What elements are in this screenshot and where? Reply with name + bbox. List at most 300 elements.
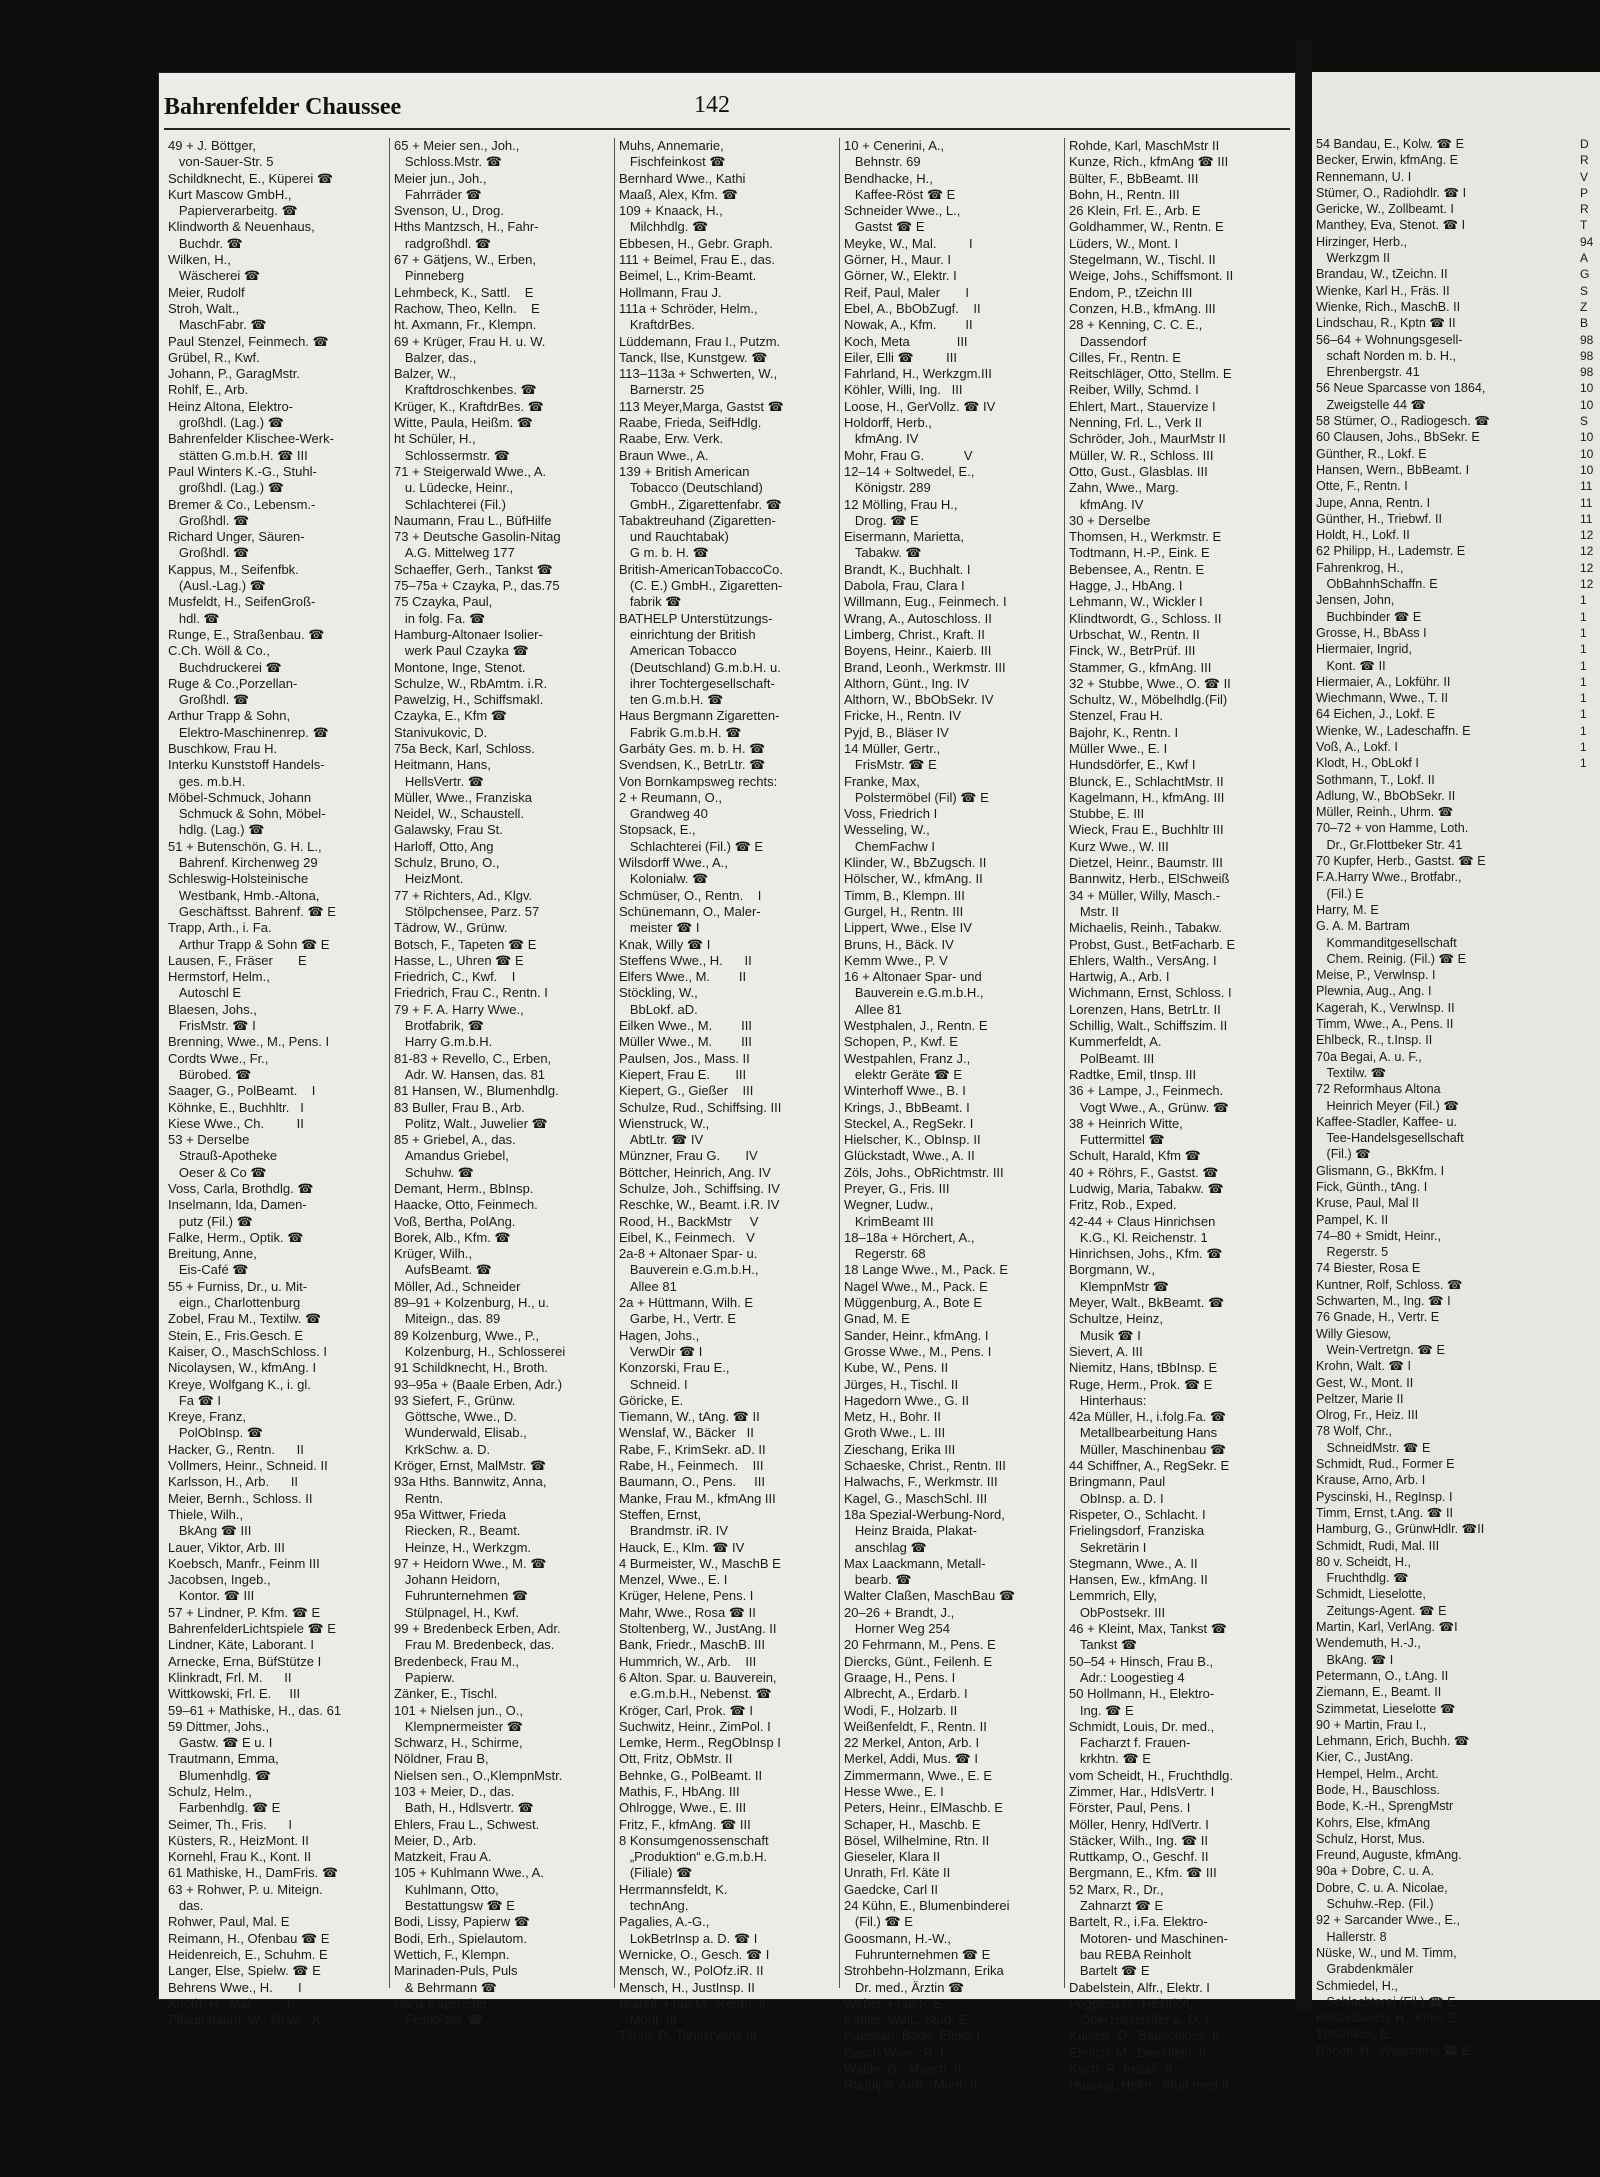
directory-entry: Kähler, Walt., Stud. E	[844, 2012, 968, 2028]
directory-entry: Herrmannsfeldt, K.	[619, 1881, 728, 1897]
directory-entry: Tabaktreuhand (Zigaretten-	[619, 512, 776, 528]
directory-entry: Zänker, E., Tischl.	[394, 1686, 498, 1702]
directory-entry: Muhs, Annemarie,	[619, 138, 724, 153]
directory-entry: Otte, F., Rentn. I	[1316, 479, 1408, 494]
directory-entry: 10	[1580, 430, 1594, 445]
directory-entry: 103 + Meier, D., das.	[394, 1783, 515, 1799]
directory-entry: Szimmetat, Lieselotte ☎	[1316, 1701, 1456, 1716]
directory-entry: Kube, W., Pens. II	[844, 1360, 949, 1376]
directory-entry: 1	[1580, 625, 1587, 640]
directory-entry: Althorn, W., BbObSekr. IV	[844, 692, 994, 708]
directory-entry: Bahrenfelder Klischee-Werk-	[168, 431, 334, 447]
directory-entry: Bodi, Lissy, Papierw ☎	[394, 1914, 530, 1930]
directory-entry: 83 Buller, Frau B., Arb.	[394, 1099, 525, 1115]
directory-entry: KlempnMstr ☎	[1069, 1278, 1169, 1294]
directory-entry: 56 Neue Sparcasse von 1864,	[1316, 381, 1486, 396]
directory-entry: Freund, Auguste, kfmAng.	[1316, 1848, 1462, 1863]
directory-entry: 111a + Schröder, Helm.,	[619, 300, 758, 316]
directory-entry: 75a Beck, Karl, Schloss.	[394, 740, 535, 756]
directory-entry: HellsVertr. ☎	[394, 773, 484, 789]
directory-entry: Buchdr. ☎	[168, 235, 243, 251]
directory-entry: 52 Marx, R., Dr.,	[1069, 1881, 1164, 1897]
directory-entry: Fa ☎ I	[168, 1392, 222, 1408]
directory-entry: Wienke, Rich., MaschB. II	[1316, 299, 1461, 314]
directory-entry: LokBetrInsp a. D. ☎ I	[619, 1930, 758, 1946]
facing-page	[1312, 72, 1600, 2058]
directory-entry: T	[1580, 218, 1588, 233]
directory-entry: S	[1580, 283, 1589, 298]
directory-entry: Stubbe, E. III	[1069, 806, 1145, 822]
directory-entry: 2 + Reumann, O.,	[619, 789, 722, 805]
directory-entry: Dassendorf	[1069, 333, 1147, 349]
directory-entry: Weige, Johs., Schiffsmont. II	[1069, 268, 1234, 284]
directory-entry: Walter Claßen, MaschBau ☎	[844, 1588, 1016, 1604]
directory-entry: Menzel, Wwe., E. I	[619, 1572, 728, 1588]
directory-entry: Bannwitz, Herb., ElSchweiß	[1069, 871, 1230, 887]
directory-entry: Raabe, Frieda, SeifHdlg.	[619, 415, 762, 431]
directory-entry: Matzkeit, Frau A.	[394, 1849, 492, 1865]
directory-entry: Meyer, Walt., BkBeamt. ☎	[1069, 1295, 1225, 1311]
directory-entry: bearb. ☎	[844, 1572, 912, 1588]
directory-entry: 89 Kolzenburg, Wwe., P.,	[394, 1327, 540, 1343]
directory-entry: Jensen, John,	[1316, 593, 1395, 608]
directory-entry: Radtke, Emil, tInsp. III	[1069, 1066, 1197, 1082]
directory-entry: 89–91 + Kolzenburg, H., u.	[394, 1295, 550, 1311]
directory-entry: 38 + Heinrich Witte,	[1069, 1115, 1183, 1131]
directory-entry: kfmAng. IV	[844, 431, 919, 447]
directory-entry: 24 Kühn, E., Blumenbinderei	[844, 1898, 1010, 1914]
directory-entry: Loose, H., GerVollz. ☎ IV	[844, 398, 996, 414]
directory-entry: Raabe, Erw. Verk.	[619, 431, 724, 447]
directory-entry: eign., Charlottenburg	[168, 1295, 301, 1311]
directory-entry: Kont. ☎ II	[1316, 658, 1386, 673]
directory-entry: Runge, E., Straßenbau. ☎	[168, 626, 325, 642]
directory-entry: 18a Spezial-Werbung-Nord,	[844, 1506, 1005, 1522]
directory-entry: 54 Bandau, E., Kolw. ☎ E	[1316, 137, 1465, 151]
directory-entry: 12	[1580, 544, 1594, 559]
directory-entry: Ott, Fritz, ObMstr. II	[619, 1751, 733, 1767]
directory-entry: Fricke, H., Rentn. IV	[844, 708, 962, 724]
directory-entry: Paulsen, Jos., Mass. II	[619, 1050, 750, 1066]
directory-entry: Bruns, H., Bäck. IV	[844, 936, 954, 952]
directory-entry: 49 + J. Böttger,	[168, 138, 256, 153]
directory-entry: 11	[1580, 479, 1593, 494]
directory-entry: 80 v. Scheidt, H.,	[1316, 1554, 1411, 1569]
directory-entry: Schwarten, M., Ing. ☎ I	[1316, 1294, 1451, 1309]
directory-entry: Stenzel, Frau H.	[1069, 708, 1163, 724]
directory-entry: Rabe, F., KrimSekr. aD. II	[619, 1441, 766, 1457]
directory-entry: HeizMont.	[394, 871, 464, 887]
directory-entry: Hasse, L., Uhren ☎ E	[394, 952, 524, 968]
directory-entry: Eibel, K., Feinmech. V	[619, 1229, 755, 1245]
directory-entry: Petermann, O., t.Ang. II	[1316, 1668, 1449, 1683]
directory-entry: Meier, D., Arb.	[394, 1832, 477, 1848]
directory-entry: Amandus Griebel,	[394, 1148, 509, 1164]
directory-entry: Schmidt, Rudi, Mal. III	[1316, 1538, 1440, 1553]
directory-entry: BkAng ☎ III	[168, 1523, 252, 1539]
directory-entry: 98	[1580, 348, 1594, 363]
directory-entry: Göricke, E.	[619, 1392, 684, 1408]
directory-entry: technAng.	[619, 1898, 689, 1914]
directory-entry: Kagerah, K., Verwlnsp. II	[1316, 1000, 1455, 1015]
directory-entry: Fahrland, H., Werkzgm.III	[844, 366, 992, 382]
directory-entry: 75–75a + Czayka, P., das.75	[394, 578, 560, 594]
directory-entry: Fuhrunternehmen ☎	[394, 1588, 528, 1604]
directory-entry: „Produktion“ e.G.m.b.H.	[619, 1849, 768, 1865]
directory-entry: Lemke, Herm., RegObInsp I	[619, 1735, 781, 1751]
directory-entry: SchneidMstr. ☎ E	[1316, 1440, 1431, 1455]
directory-entry: Wittkowski, Frl. E. III	[168, 1686, 301, 1702]
directory-entry: Meier, Rudolf	[168, 284, 245, 300]
directory-entry: Behrens Wwe., H. I	[168, 1979, 302, 1995]
directory-entry: Kraftdroschkenbes. ☎	[394, 382, 537, 398]
directory-entry: Ziemann, E., Beamt. II	[1316, 1685, 1442, 1700]
directory-entry: Bajohr, K., Rentn. I	[1069, 724, 1179, 740]
directory-entry: Tädrow, W., Grünw.	[394, 920, 508, 936]
directory-entry: und Rauchtabak)	[619, 529, 729, 545]
directory-entry: Brandau, W., tZeichn. II	[1316, 267, 1448, 282]
directory-entry: Krings, J., BbBeamt. I	[844, 1099, 970, 1115]
directory-entry: Pinneberg	[394, 268, 465, 284]
directory-entry: 81 Hansen, W., Blumenhdlg.	[394, 1083, 559, 1099]
directory-entry: 11	[1580, 495, 1593, 510]
directory-entry: BATHELP Unterstützungs-	[619, 610, 773, 626]
directory-entry: Gnad, M. E	[844, 1311, 910, 1327]
directory-entry: 57 + Lindner, P. Kfm. ☎ E	[168, 1604, 321, 1620]
directory-entry: Becker, Erwin, kfmAng. E	[1316, 153, 1459, 168]
directory-entry: Mathis, F., HbAng. III	[619, 1783, 740, 1799]
directory-entry: Arnecke, Erna, BüfStütze I	[168, 1653, 322, 1669]
directory-entry: Koch, P., Install. II	[1069, 2061, 1173, 2077]
directory-entry: Schmidt, Rud., Former E	[1316, 1457, 1455, 1472]
directory-entry: Boyens, Heinr., Kaierb. III	[844, 643, 992, 659]
directory-entry: Bartelt, R., i.Fa. Elektro-	[1069, 1914, 1208, 1930]
directory-entry: Cilles, Fr., Rentn. E	[1069, 349, 1181, 365]
directory-entry: 4 Burmeister, W., MaschB E	[619, 1555, 781, 1571]
directory-entry: Ehlers, Frau L., Schwest.	[394, 1816, 540, 1832]
directory-entry: Horner Weg 254	[844, 1621, 950, 1637]
directory-entry: Eiler, Elli ☎ III	[844, 349, 957, 365]
directory-entry: 53 + Derselbe	[168, 1132, 250, 1148]
directory-entry: Voss, Carla, Brothdlg. ☎	[168, 1181, 314, 1196]
directory-entry: Ebel, A., BbObZugf. II	[844, 300, 981, 316]
directory-entry: Pagalies, A.-G.,	[619, 1914, 710, 1930]
directory-entry: Timm, B., Klempn. III	[844, 887, 965, 903]
directory-entry: Weber, Frau F. E	[844, 1995, 942, 2011]
directory-entry: 10 + Cenerini, A.,	[844, 138, 945, 153]
directory-entry: Weißenfeldt, F., Rentn. II	[844, 1718, 987, 1734]
directory-entry: Schultze, Heinz,	[1069, 1311, 1163, 1327]
directory-entry: 56–64 + Wohnungsgesell-	[1316, 332, 1463, 347]
directory-entry: Möbel-Schmuck, Johann	[168, 789, 312, 805]
directory-entry: Schloss.Mstr. ☎	[394, 154, 502, 170]
directory-entry: 71 + Steigerwald Wwe., A.	[394, 463, 547, 479]
directory-entry: Bremer & Co., Lebensm.-	[168, 496, 316, 512]
directory-entry: FrisMstr. ☎ E	[844, 757, 937, 773]
directory-entry: 12 Mölling, Frau H.,	[844, 496, 958, 512]
directory-entry: Kuhlmann, Otto,	[394, 1881, 499, 1897]
directory-entry: Olrog, Fr., Heiz. III	[1316, 1408, 1419, 1423]
directory-entry: Wettich, F., Klempn.	[394, 1946, 510, 1962]
directory-entry: bau REBA Reinholt	[1069, 1946, 1192, 1962]
directory-entry: 74–80 + Smidt, Heinr.,	[1316, 1228, 1441, 1243]
directory-entry: Finck, W., BetrPrüf. III	[1069, 643, 1196, 659]
directory-entry: Ehlbeck, R., t.Insp. II	[1316, 1033, 1433, 1048]
directory-entry: KrimBeamt III	[844, 1213, 934, 1229]
directory-entry: Schneid. I	[619, 1376, 688, 1392]
directory-entry: 95a Wittwer, Frieda	[394, 1506, 506, 1522]
directory-entry: A	[1580, 251, 1589, 266]
directory-entry: Paul Stenzel, Feinmech. ☎	[168, 333, 329, 349]
directory-entry: BahrenfelderLichtspiele ☎ E	[168, 1621, 336, 1637]
directory-entry: das.	[168, 1898, 204, 1914]
directory-entry: Hiermaier, A., Lokführ. II	[1316, 674, 1451, 689]
directory-entry: Arthur Trapp & Sohn,	[168, 708, 291, 724]
directory-entry: Kolzenburg, H., Schlosserei	[394, 1343, 566, 1359]
directory-entry: Mont. III	[619, 2012, 677, 2028]
directory-entry: Dobre, C. u. A. Nicolae,	[1316, 1880, 1448, 1895]
directory-entry: 73 + Deutsche Gasolin-Nitag	[394, 529, 561, 545]
directory-entry: 62 Philipp, H., Lademstr. E	[1316, 544, 1466, 559]
directory-entry: Stülpnagel, H., Kwf.	[394, 1604, 520, 1620]
directory-entry: 92 + Sarcander Wwe., E.,	[1316, 1913, 1460, 1928]
directory-entry: 16 + Altonaer Spar- und	[844, 969, 982, 985]
directory-entry: Schmüser, O., Rentn. I	[619, 887, 762, 903]
directory-entry: Peltzer, Marie II	[1316, 1391, 1404, 1406]
directory-entry: Tee-Handelsgesellschaft	[1316, 1131, 1464, 1146]
directory-entry: Kuntner, Rolf, Schloss. ☎	[1316, 1277, 1463, 1292]
directory-entry: stätten G.m.b.H. ☎ III	[168, 447, 308, 463]
directory-entry: Hartwig, A., Arb. I	[1069, 969, 1170, 985]
directory-entry: Milchhdlg. ☎	[619, 219, 709, 235]
directory-entry: Kreye, Franz,	[168, 1409, 247, 1425]
directory-entry: 1	[1580, 739, 1587, 754]
directory-entry: Czayka, E., Kfm ☎	[394, 708, 507, 724]
directory-entry: Westphalen, J., Rentn. E	[844, 1018, 988, 1034]
directory-entry: Zahnarzt ☎ E	[1069, 1898, 1164, 1914]
directory-entry: Ehlers, Walth., VersAng. I	[1069, 952, 1217, 968]
directory-entry: 50–54 + Hinsch, Frau B.,	[1069, 1653, 1214, 1669]
directory-entry: Papierw.	[394, 1669, 455, 1685]
directory-entry: Kiese Wwe., Ch. II	[168, 1115, 304, 1131]
directory-entry: Kornehl, Frau K., Kont. II	[168, 1849, 312, 1865]
directory-entry: Heinz Altona, Elektro-	[168, 398, 294, 414]
directory-entry: Franke, Max,	[844, 773, 920, 789]
directory-entry: 77 + Richters, Ad., Klgv.	[394, 887, 533, 903]
directory-entry: Brandt, K., Buchhalt. I	[844, 561, 971, 577]
directory-entry: 30 + Derselbe	[1069, 512, 1151, 528]
directory-entry: Hempel, Helm., Archt.	[1316, 1766, 1439, 1781]
directory-entry: Schaeffer, Gerh., Tankst ☎	[394, 561, 553, 577]
directory-entry: Görner, H., Maur. I	[844, 252, 951, 268]
directory-entry: Pyjd, B., Bläser IV	[844, 724, 949, 740]
directory-entry: Hollmann, Frau J.	[619, 284, 722, 300]
directory-entry: Kummerfeldt, A.	[1069, 1034, 1162, 1050]
directory-entry: Pampel, K. II	[1316, 1212, 1389, 1227]
directory-entry: Schlachterei (Fil.) ☎ E	[1316, 1994, 1456, 2009]
facing-page-edge-column	[1580, 136, 1596, 772]
directory-entry: Schwarz, H., Schirme,	[394, 1735, 523, 1751]
directory-entry: Möller, Ad., Schneider	[394, 1278, 521, 1294]
directory-entry: Ehlert, Mart., Stauervize I	[1069, 398, 1216, 414]
directory-entry: Knoth, H., Mal. I	[168, 1995, 291, 2011]
directory-entry: Hamburg-Altonaer Isolier-	[394, 626, 543, 642]
directory-entry: Tabakw. ☎	[844, 545, 922, 561]
directory-entry: Heinrich Meyer (Fil.) ☎	[1316, 1098, 1460, 1113]
directory-entry: Drog. ☎ E	[844, 512, 919, 528]
directory-entry: Trautmann, Emma,	[168, 1751, 279, 1767]
directory-entry: Buchdruckerei ☎	[168, 659, 282, 675]
directory-entry: B	[1580, 316, 1589, 331]
directory-entry: 51 + Butenschön, G. H. L.,	[168, 838, 322, 854]
directory-entry: Schulze, Rud., Schiffsing. III	[619, 1099, 782, 1115]
directory-entry: Harloff, Otto, Ang	[394, 838, 494, 854]
directory-entry: Blaesen, Johs.,	[168, 1001, 257, 1017]
directory-entry: Gericke, W., Zollbeamt. I	[1316, 202, 1454, 217]
directory-entry: Lüders, W., Mont. I	[1069, 235, 1179, 251]
directory-entry: 1	[1580, 707, 1587, 722]
directory-entry: Baumann, O., Pens. III	[619, 1474, 765, 1490]
directory-entry: 12	[1580, 560, 1594, 575]
directory-entry: (Fil.) E	[1316, 886, 1364, 901]
directory-entry: 75 Czayka, Paul,	[394, 594, 493, 610]
directory-entry: Krohn, Walt. ☎ I	[1316, 1359, 1412, 1374]
directory-entry: 50 Hollmann, H., Elektro-	[1069, 1686, 1215, 1702]
directory-entry: Todtmann, H.-P., Eink. E	[1069, 545, 1210, 561]
directory-entry: Hiermaier, Ingrid,	[1316, 642, 1412, 657]
directory-entry: Sander, Heinr., kfmAng. I	[844, 1327, 989, 1343]
directory-entry: Nüske, W., und M. Timm,	[1316, 1945, 1457, 1960]
directory-entry: Klinder, W., BbZugsch. II	[844, 855, 987, 871]
directory-entry: 34 + Müller, Willy, Masch.-	[1069, 887, 1221, 903]
directory-entry: Chem. Reinig. (Fil.) ☎ E	[1316, 951, 1467, 966]
directory-entry: Zieschang, Erika III	[844, 1441, 956, 1457]
directory-entry: 22 Merkel, Anton, Arb. I	[844, 1735, 980, 1751]
directory-entry: Bestattungsw ☎ E	[394, 1898, 515, 1914]
directory-entry: Krüger, K., KraftdrBes. ☎	[394, 398, 544, 414]
directory-entry: Inselmann, Ida, Damen-	[168, 1197, 307, 1213]
directory-entry: Bringmann, Paul	[1069, 1474, 1166, 1490]
directory-entry: Svenson, U., Drog.	[394, 203, 504, 219]
directory-entry: Müller Wwe., M. III	[619, 1034, 752, 1050]
directory-entry: 93–95a + (Baale Erben, Adr.)	[394, 1376, 563, 1392]
directory-entry: Borek, Alb., Kfm. ☎	[394, 1229, 511, 1245]
directory-entry: Kröger, Ernst, MalMstr. ☎	[394, 1458, 547, 1474]
directory-entry: 1	[1580, 593, 1587, 608]
directory-entry: Paul Winters K.-G., Stuhl-	[168, 463, 317, 479]
directory-entry: KrkSchw. a. D.	[394, 1441, 491, 1457]
directory-entry: Hinterhaus:	[1069, 1392, 1147, 1408]
directory-entry: Behnke, G., PolBeamt. II	[619, 1767, 763, 1783]
directory-entry: 1	[1580, 723, 1587, 738]
directory-entry: Kaiser, O., MaschSchloss. I	[168, 1343, 327, 1359]
directory-entry: Grosse, H., BbAss I	[1316, 625, 1427, 640]
directory-entry: Rentn.	[394, 1490, 444, 1506]
directory-entry: 55 + Furniss, Dr., u. Mit-	[168, 1278, 308, 1294]
directory-entry: Diercks, Günt., Feilenh. E	[844, 1653, 993, 1669]
directory-entry: Schult, Harald, Kfm ☎	[1069, 1148, 1201, 1164]
directory-entry: 90a + Dobre, C. u. A.	[1316, 1864, 1434, 1879]
directory-entry: 58 Stümer, O., Radiogesch. ☎	[1316, 414, 1490, 429]
directory-entry: 59 Dittmer, Johs.,	[168, 1718, 270, 1734]
directory-entry: Goldhammer, W., Rentn. E	[1069, 219, 1224, 235]
columns-container	[164, 138, 1290, 2093]
directory-entry: F.A.Harry Wwe., Brotfabr.,	[1316, 870, 1462, 885]
directory-entry: Peters, Heinr., ElMaschb. E	[844, 1800, 1003, 1816]
directory-entry: Hundsdörfer, E., Kwf I	[1069, 757, 1196, 773]
directory-entry: Conzen, H.B., kfmAng. III	[1069, 300, 1216, 316]
directory-entry: ht Schüler, H.,	[394, 431, 476, 447]
directory-entry: Nagel Wwe., M., Pack. E	[844, 1278, 988, 1294]
directory-entry: Zweigstelle 44 ☎	[1316, 397, 1427, 412]
directory-entry: Albrecht, A., Erdarb. I	[844, 1686, 968, 1702]
directory-entry: Voß, A., Lokf. I	[1316, 739, 1398, 754]
directory-entry: 28 + Kenning, C. C. E.,	[1069, 317, 1203, 333]
directory-entry: Steffen, Ernst,	[619, 1506, 702, 1522]
directory-entry: Klindtwordt, G., Schloss. II	[1069, 610, 1222, 626]
directory-entry: Behnstr. 69	[844, 154, 921, 170]
directory-entry: Rohde, Karl, MaschMstr II	[1069, 138, 1220, 153]
directory-entry: Müller, Reinh., Uhrm. ☎	[1316, 805, 1454, 820]
directory-entry: 70 Kupfer, Herb., Gastst. ☎ E	[1316, 854, 1486, 869]
facing-page-column	[1316, 136, 1578, 2059]
directory-entry: Fahrräder ☎	[394, 186, 482, 202]
directory-entry: hdl. ☎	[168, 610, 220, 626]
directory-entry: Lippert, Wwe., Else IV	[844, 920, 972, 936]
directory-entry: 11	[1580, 511, 1593, 526]
column-3	[614, 138, 839, 2044]
directory-entry: VerwDir ☎ I	[619, 1343, 703, 1359]
directory-entry: Timm, P., TankstVerw III	[619, 2028, 757, 2044]
directory-entry: Stölpchensee, Parz. 57	[394, 903, 540, 919]
directory-entry: Jürges, H., Tischl. II	[844, 1376, 959, 1392]
directory-entry: Balzer, das.,	[394, 349, 477, 365]
directory-entry: Lauer, Viktor, Arb. III	[168, 1539, 285, 1555]
directory-entry: FrisMstr. ☎ I	[168, 1018, 256, 1034]
directory-entry: Lemmrich, Elly,	[1069, 1588, 1157, 1604]
directory-entry: 113 Meyer,Marga, Gastst ☎	[619, 398, 784, 414]
directory-entry: Krüger, Wilh.,	[394, 1246, 473, 1262]
directory-entry: A.G. Mittelweg 177	[394, 545, 515, 561]
directory-entry: Garbe, H., Vertr. E	[619, 1311, 737, 1327]
directory-entry: Haacke, Otto, Feinmech.	[394, 1197, 538, 1213]
directory-entry: Johann Heidorn,	[394, 1572, 501, 1588]
directory-entry: Wäscherei ☎	[168, 268, 261, 284]
directory-entry: Rohlf, E., Arb.	[168, 382, 249, 398]
directory-entry: Max Laackmann, Metall-	[844, 1555, 986, 1571]
directory-entry: 12–14 + Soltwedel, E.,	[844, 463, 975, 479]
directory-entry: Westbank, Hmb.-Altona,	[168, 887, 320, 903]
directory-entry: Bank, Friedr., MaschB. III	[619, 1637, 765, 1653]
directory-entry: Schultz, W., Möbelhdlg.(Fil)	[1069, 692, 1228, 708]
directory-entry: Reiber, Willy, Schmd. I	[1069, 382, 1199, 398]
directory-entry: 14 Müller, Gertr.,	[844, 740, 941, 756]
directory-entry: Görner, W., Elektr. I	[844, 268, 957, 284]
directory-entry: Kreye, Wolfgang K., i. gl.	[168, 1376, 311, 1392]
directory-entry: Reitschläger, Otto, Stellm. E	[1069, 366, 1232, 382]
directory-entry: Michaelis, Reinh., Tabakw.	[1069, 920, 1222, 936]
directory-entry: Wienke, Karl H., Fräs. II	[1316, 283, 1450, 298]
directory-entry: ihrer Tochtergesellschaft-	[619, 675, 775, 691]
directory-entry: in folg. Fa. ☎	[394, 610, 486, 626]
directory-entry: Fischfeinkost ☎	[619, 154, 726, 170]
directory-entry: Schmidt, Lieselotte,	[1316, 1587, 1426, 1602]
directory-entry: Grosse Wwe., M., Pens. I	[844, 1343, 992, 1359]
directory-entry: Wodi, F., Holzarb. II	[844, 1702, 958, 1718]
directory-entry: Jupe, Anna, Rentn. I	[1316, 495, 1431, 510]
directory-entry: Dr. med., Ärztin ☎	[844, 1979, 965, 1995]
directory-entry: Wrang, A., Autoschloss. II	[844, 610, 992, 626]
